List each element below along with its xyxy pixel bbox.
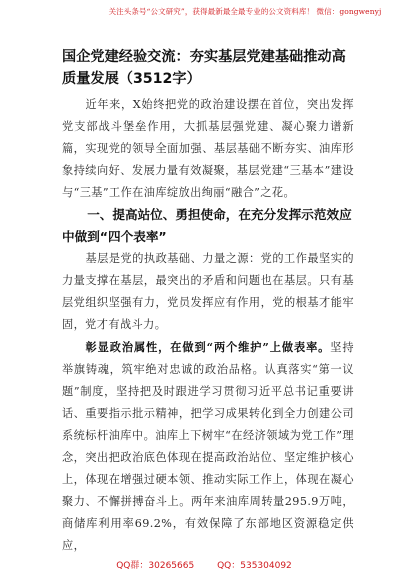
bold-lead-text: 彰显政治属性，在做到“两个维护”上做表率。: [85, 340, 331, 354]
document-title: 国企党建经验交流：夯实基层党建基础推动高质量发展（3512字）: [62, 49, 346, 87]
section-paragraph-lead: [62, 336, 354, 557]
footer-qq: QQ：535304092: [217, 561, 292, 571]
intro-paragraph: 近年来，X始终把党的政治建设摆在首位，突出发挥党支部战斗堡垒作用，大抓基层强党建、凝心聚力谱新篇，实现党的领导全面加强、基层基础不断夯实、油库形象持续向好、发展力量有效凝聚，基层党建“三基本”建设与“三基”工作在油库绽放出绚丽“融合”之花。: [62, 98, 354, 199]
section-heading: 一、提高站位、勇担使命，在充分发挥示范效应中做到“四个表率”: [62, 207, 352, 244]
lead-body-text: 坚持举旗铸魂，筑牢绝对忠诚的政治品格。认真落实“第一议题”制度，坚持把及时跟进学习贯彻习近平总书记重要讲话、重要指示批示精神，把学习成果转化到全力创建公司系统标杆油库中。油库上下树牢“在经济领域为党工作”理念，突出把政治底色体现在提高政治站位、坚定维护核心上，体现在增强过硬本领、推动实际工作上，体现在凝心聚力、不懈拼搏奋斗上。两年来油库周转量295.9万吨，商储库利用率69.2%，有效保障了东部地区资源稳定供应，: [62, 341, 354, 552]
document-body: [62, 46, 354, 557]
footer-qq-group: QQ群：30265665: [116, 561, 195, 571]
top-banner: 关注头条号“公文研究”，获得最新最全最专业的公文资料库！ 微信：gongwenyj: [108, 7, 382, 16]
footer: [0, 558, 408, 571]
section-paragraph: 基层是党的执政基础、力量之源：党的工作最坚实的力量支撑在基层，最突出的矛盾和问题也在基层。只有基层党组织坚强有力，党员发挥应有作用，党的根基才能牢固，党才有战斗力。: [62, 252, 354, 331]
